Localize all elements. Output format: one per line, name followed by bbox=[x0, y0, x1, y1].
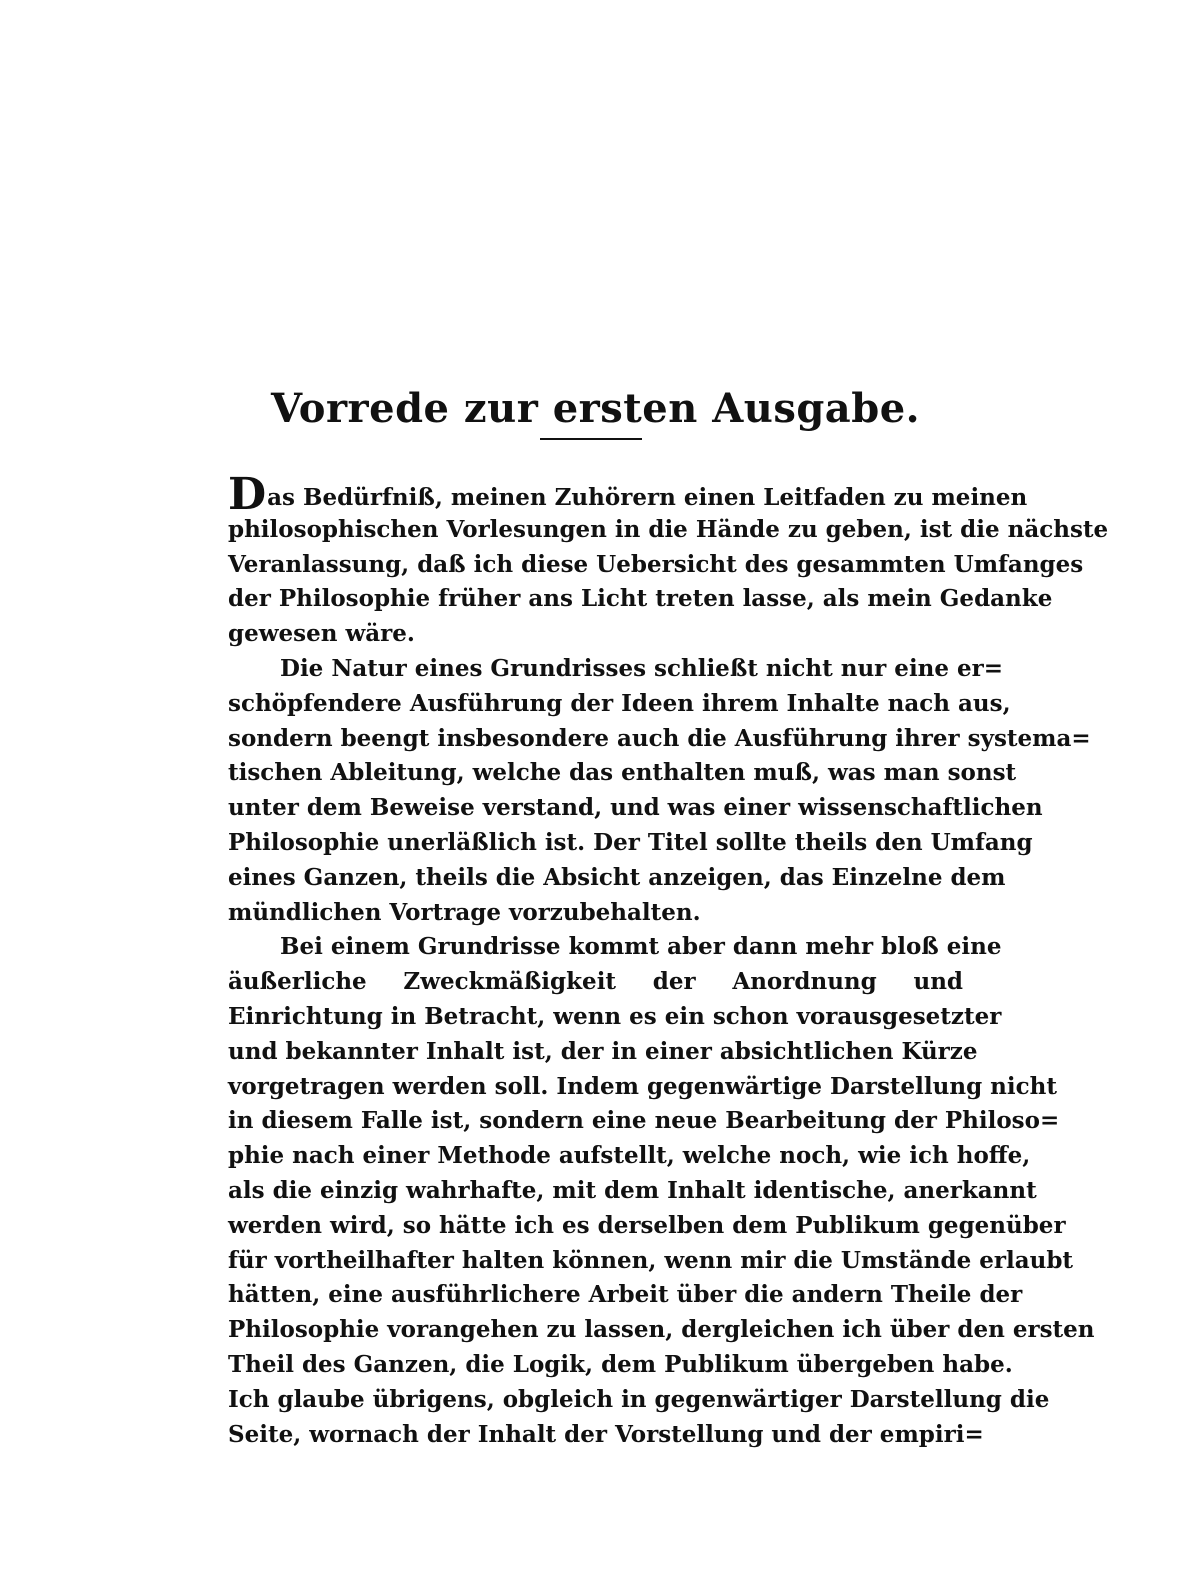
page-title: Vorrede zur ersten Ausgabe. bbox=[270, 384, 921, 432]
text-line: der Philosophie früher ans Licht treten lasse, als mein Gedanke bbox=[228, 585, 1053, 613]
text-line: und bekannter Inhalt ist, der in einer absichtlichen Kürze bbox=[228, 1037, 978, 1065]
text-line: sondern beengt insbesondere auch die Ausführung ihrer systema= bbox=[228, 724, 1091, 752]
text-line: äußerliche Zweckmäßigkeit der Anordnung und bbox=[228, 968, 963, 996]
drop-cap: D bbox=[228, 469, 267, 520]
text-line: Veranlassung, daß ich diese Uebersicht des gesammten Umfanges bbox=[228, 550, 1084, 578]
text-line: philosophischen Vorlesungen in die Hände zu geben, ist die nächste bbox=[228, 515, 1109, 543]
text-line bbox=[228, 469, 1028, 520]
text-line: Einrichtung in Betracht, wenn es ein schon vorausgesetzter bbox=[228, 1002, 1002, 1030]
text-line: Theil des Ganzen, die Logik, dem Publikum übergeben habe. bbox=[228, 1350, 1013, 1378]
text-line: eines Ganzen, theils die Absicht anzeigen, das Einzelne dem bbox=[228, 863, 1006, 891]
line-text: as Bedürfniß, meinen Zuhörern einen Leitfaden zu meinen bbox=[267, 484, 1028, 511]
text-line: werden wird, so hätte ich es derselben dem Publikum gegenüber bbox=[228, 1211, 1066, 1239]
paragraph bbox=[228, 469, 1109, 652]
text-line: vorgetragen werden soll. Indem gegenwärtige Darstellung nicht bbox=[228, 1072, 1057, 1100]
text-line: Die Natur eines Grundrisses schließt nicht nur eine er= bbox=[280, 654, 1004, 682]
text-line: für vortheilhafter halten können, wenn mir die Umstände erlaubt bbox=[228, 1246, 1074, 1274]
text-line: hätten, eine ausführlichere Arbeit über die andern Theile der bbox=[228, 1281, 1023, 1309]
text-line: tischen Ableitung, welche das enthalten muß, was man sonst bbox=[228, 759, 1017, 787]
text-line: Ich glaube übrigens, obgleich in gegenwärtiger Darstellung die bbox=[228, 1385, 1050, 1413]
text-line: Bei einem Grundrisse kommt aber dann mehr bloß eine bbox=[280, 933, 1002, 961]
paragraph bbox=[228, 930, 1095, 1452]
text-line: als die einzig wahrhafte, mit dem Inhalt identische, anerkannt bbox=[228, 1176, 1037, 1204]
text-line: Philosophie unerläßlich ist. Der Titel sollte theils den Umfang bbox=[228, 828, 1033, 856]
text-line: Philosophie vorangehen zu lassen, dergleichen ich über den ersten bbox=[228, 1316, 1095, 1344]
text-line: phie nach einer Methode aufstellt, welche noch, wie ich hoffe, bbox=[228, 1142, 1031, 1170]
text-line: gewesen wäre. bbox=[228, 620, 415, 648]
text-line: mündlichen Vortrage vorzubehalten. bbox=[228, 898, 701, 926]
title-divider bbox=[540, 438, 642, 440]
paragraph bbox=[228, 652, 1091, 930]
text-line: Seite, wornach der Inhalt der Vorstellung und der empiri= bbox=[228, 1420, 984, 1448]
text-line: unter dem Beweise verstand, und was einer wissenschaftlichen bbox=[228, 794, 1043, 822]
body-text bbox=[228, 469, 1109, 1452]
text-line: in diesem Falle ist, sondern eine neue Bearbeitung der Philoso= bbox=[228, 1107, 1060, 1135]
text-line: schöpfendere Ausführung der Ideen ihrem Inhalte nach aus, bbox=[228, 689, 1011, 717]
